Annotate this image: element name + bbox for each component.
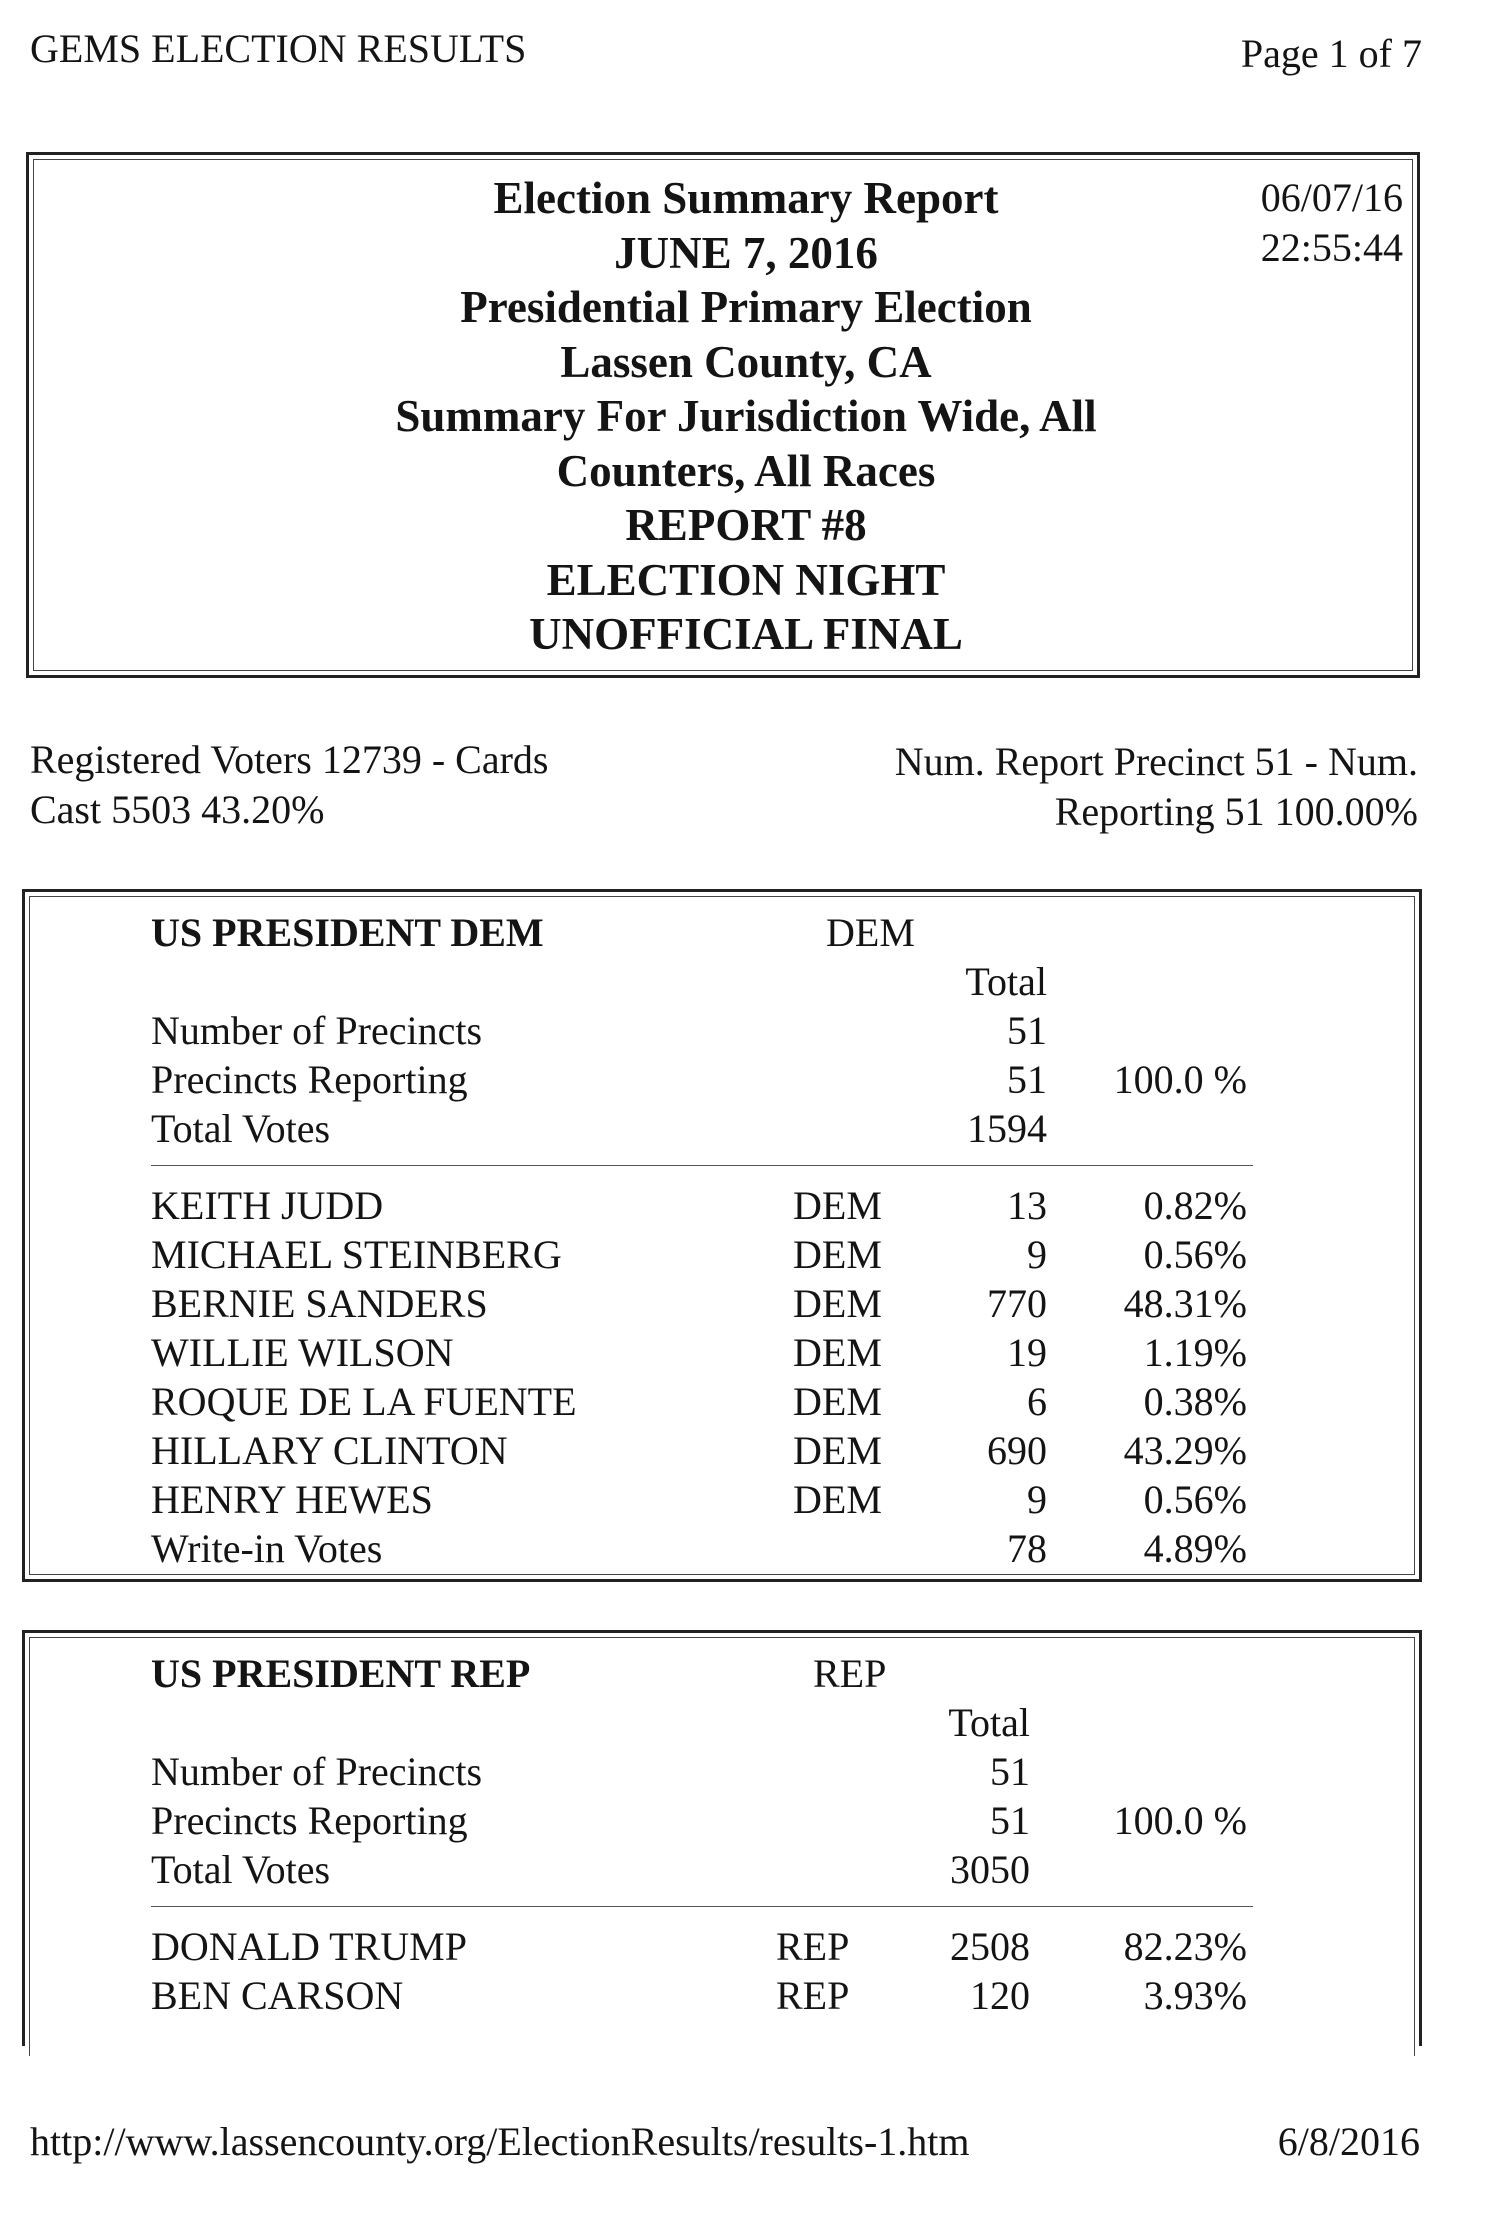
title-line: JUNE 7, 2016 — [614, 227, 878, 278]
candidate-percent: 3.93% — [1143, 1973, 1247, 2018]
candidate-percent: 0.38% — [1143, 1379, 1247, 1424]
summary-label: Precincts Reporting — [151, 1057, 468, 1102]
candidate-name: DONALD TRUMP — [151, 1924, 467, 1969]
race-box-us-president-dem — [22, 889, 1422, 1582]
total-column-header: Total — [965, 959, 1047, 1004]
candidate-name: HILLARY CLINTON — [151, 1428, 508, 1473]
candidate-name: KEITH JUDD — [151, 1183, 384, 1228]
page-number: Page 1 of 7 — [1240, 31, 1422, 76]
title-line: Election Summary Report — [493, 173, 999, 223]
candidate-name: ROQUE DE LA FUENTE — [151, 1379, 577, 1424]
candidate-party: DEM — [793, 1477, 882, 1522]
candidate-percent: 43.29% — [1123, 1428, 1247, 1473]
print-date: 6/8/2016 — [1277, 2119, 1420, 2164]
candidate-percent: 0.56% — [1143, 1232, 1247, 1277]
precinct-stats — [778, 737, 1418, 837]
race-party: DEM — [826, 910, 915, 955]
cards-cast-line: Cast 5503 43.20% — [30, 787, 325, 832]
report-system-name: GEMS ELECTION RESULTS — [30, 26, 527, 71]
candidate-name: BEN CARSON — [151, 1973, 404, 2018]
candidate-votes: 78 — [1007, 1526, 1047, 1571]
candidate-name: WILLIE WILSON — [151, 1330, 454, 1375]
candidate-votes: 2508 — [950, 1924, 1030, 1969]
candidate-votes: 6 — [1027, 1379, 1047, 1424]
candidate-votes: 120 — [970, 1973, 1030, 2018]
summary-value: 3050 — [950, 1847, 1030, 1892]
title-line: UNOFFICIAL FINAL — [529, 609, 963, 659]
candidate-percent: 1.19% — [1143, 1330, 1247, 1375]
candidate-votes: 9 — [1027, 1477, 1047, 1522]
summary-label: Number of Precincts — [151, 1749, 483, 1794]
candidate-party: DEM — [793, 1330, 882, 1375]
candidate-party: DEM — [793, 1183, 882, 1228]
candidate-party: DEM — [793, 1379, 882, 1424]
summary-value: 51 — [1007, 1008, 1047, 1053]
report-timestamp — [1261, 173, 1403, 273]
candidate-party: DEM — [793, 1281, 882, 1326]
reporting-line: Reporting 51 100.00% — [1054, 789, 1418, 834]
title-line: ELECTION NIGHT — [546, 554, 946, 605]
race-party: REP — [813, 1651, 887, 1696]
candidate-votes: 13 — [1007, 1183, 1047, 1228]
candidate-votes: 690 — [987, 1428, 1047, 1473]
candidate-name: BERNIE SANDERS — [151, 1281, 488, 1326]
report-title-box — [26, 152, 1420, 678]
summary-percent: 100.0 % — [1113, 1057, 1247, 1102]
summary-value: 51 — [1007, 1057, 1047, 1102]
candidate-percent: 0.56% — [1143, 1477, 1247, 1522]
summary-value: 51 — [990, 1798, 1030, 1843]
section-divider — [151, 1906, 1253, 1907]
candidate-percent: 0.82% — [1143, 1183, 1247, 1228]
candidate-percent: 4.89% — [1143, 1526, 1247, 1571]
candidate-votes: 770 — [987, 1281, 1047, 1326]
source-url[interactable]: http://www.lassencounty.org/ElectionResults/results-1.htm — [30, 2119, 970, 2164]
title-line: Lassen County, CA — [560, 336, 932, 387]
title-line: REPORT #8 — [625, 500, 867, 550]
candidate-percent: 48.31% — [1123, 1281, 1247, 1326]
registered-voters-line: Registered Voters 12739 - Cards — [30, 737, 549, 782]
title-line: Summary For Jurisdiction Wide, All — [395, 391, 1097, 441]
summary-label: Total Votes — [151, 1106, 331, 1151]
candidate-percent: 82.23% — [1123, 1924, 1247, 1969]
summary-value: 51 — [990, 1749, 1030, 1794]
race-title: US PRESIDENT REP — [151, 1651, 531, 1696]
summary-label: Total Votes — [151, 1847, 331, 1892]
summary-label: Number of Precincts — [151, 1008, 483, 1053]
summary-percent: 100.0 % — [1113, 1798, 1247, 1843]
race-title: US PRESIDENT DEM — [151, 910, 544, 955]
candidate-party: DEM — [793, 1428, 882, 1473]
candidate-name: Write-in Votes — [151, 1526, 383, 1571]
section-divider — [151, 1165, 1253, 1166]
report-title — [29, 171, 1427, 662]
total-column-header: Total — [948, 1700, 1030, 1745]
summary-label: Precincts Reporting — [151, 1798, 468, 1843]
title-line: Presidential Primary Election — [460, 282, 1032, 332]
candidate-party: REP — [776, 1973, 850, 2018]
report-time: 22:55:44 — [1260, 225, 1403, 270]
race-box-us-president-rep — [22, 1630, 1422, 2046]
candidate-name: HENRY HEWES — [151, 1477, 433, 1522]
title-line: Counters, All Races — [556, 445, 936, 496]
candidate-party: DEM — [793, 1232, 882, 1277]
turnout-stats — [30, 735, 670, 835]
candidate-name: MICHAEL STEINBERG — [151, 1232, 562, 1277]
candidate-votes: 19 — [1007, 1330, 1047, 1375]
candidate-votes: 9 — [1027, 1232, 1047, 1277]
summary-value: 1594 — [967, 1106, 1047, 1151]
report-date: 06/07/16 — [1260, 175, 1403, 220]
report-precinct-line: Num. Report Precinct 51 - Num. — [894, 739, 1418, 784]
candidate-party: REP — [776, 1924, 850, 1969]
